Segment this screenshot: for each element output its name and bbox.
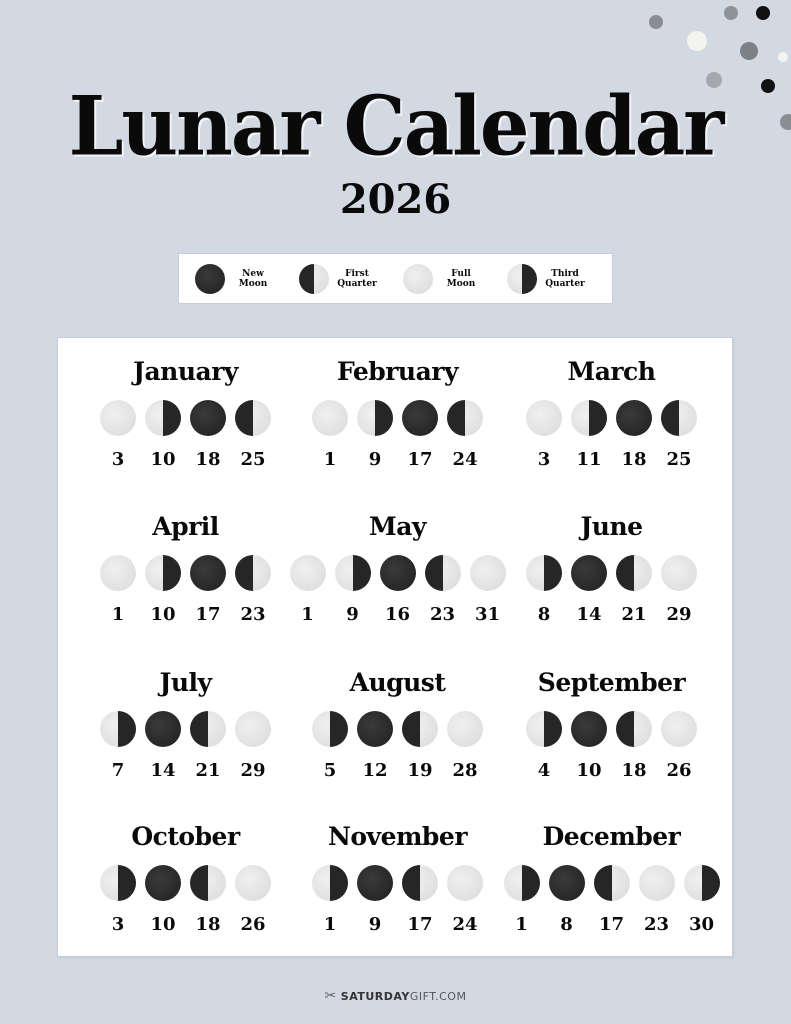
first-quarter-moon-icon <box>299 264 329 294</box>
phase-day: 24 <box>452 449 478 470</box>
phase-entry <box>526 711 562 781</box>
phase-day: 3 <box>111 914 125 935</box>
new-moon-icon <box>145 711 181 747</box>
month-december <box>499 822 724 935</box>
phase-entry <box>526 555 562 625</box>
scissors-ribbon-icon: ✂ <box>324 988 337 1004</box>
phase-day: 14 <box>576 604 602 625</box>
phase-row <box>499 711 724 781</box>
new-moon-icon <box>195 264 225 294</box>
phase-day: 17 <box>407 914 433 935</box>
month-august <box>285 668 510 781</box>
legend-item-third-quarter <box>507 264 611 294</box>
phase-day: 7 <box>111 760 125 781</box>
full-moon-icon <box>447 865 483 901</box>
phase-entry <box>235 865 271 935</box>
third-quarter-moon-icon <box>145 400 181 436</box>
month-name: July <box>159 668 212 697</box>
full-moon-icon <box>290 555 326 591</box>
first-quarter-moon-icon <box>402 865 438 901</box>
new-moon-icon <box>571 711 607 747</box>
third-quarter-moon-icon <box>526 555 562 591</box>
third-quarter-moon-icon <box>684 865 720 901</box>
new-moon-icon <box>357 711 393 747</box>
phase-entry <box>100 711 136 781</box>
full-moon-icon <box>100 555 136 591</box>
phase-row <box>73 865 298 935</box>
month-name: March <box>567 357 656 386</box>
phase-day: 26 <box>240 914 266 935</box>
phase-entry <box>402 711 438 781</box>
decor-dot <box>756 6 770 20</box>
brand-name-bold: SATURDAY <box>340 989 410 1003</box>
phase-entry <box>526 400 562 470</box>
legend-label: Third Quarter <box>545 268 585 289</box>
full-moon-icon <box>235 865 271 901</box>
month-name: September <box>537 668 686 697</box>
first-quarter-moon-icon <box>447 400 483 436</box>
phase-entry <box>190 555 226 625</box>
phase-day: 9 <box>368 914 382 935</box>
first-quarter-moon-icon <box>661 400 697 436</box>
phase-day: 3 <box>537 449 551 470</box>
third-quarter-moon-icon <box>312 711 348 747</box>
phase-row <box>73 400 298 470</box>
phase-entry <box>380 555 416 625</box>
month-name: January <box>133 357 238 386</box>
phase-entry <box>571 400 607 470</box>
month-name: December <box>542 822 681 851</box>
full-moon-icon <box>403 264 433 294</box>
phase-day: 1 <box>301 604 314 625</box>
phase-day: 18 <box>195 914 221 935</box>
phase-entry <box>357 865 393 935</box>
phase-row <box>499 400 724 470</box>
phase-entry <box>357 711 393 781</box>
new-moon-icon <box>357 865 393 901</box>
month-november <box>285 822 510 935</box>
phase-day: 12 <box>362 760 388 781</box>
phase-entry <box>571 555 607 625</box>
phase-day: 16 <box>384 604 411 625</box>
legend-item-full-moon <box>403 264 507 294</box>
phase-entry <box>145 865 181 935</box>
phase-entry <box>661 711 697 781</box>
phase-entry <box>549 865 585 935</box>
phase-day: 1 <box>323 449 337 470</box>
phase-day: 28 <box>452 760 478 781</box>
phase-entry <box>616 400 652 470</box>
new-moon-icon <box>402 400 438 436</box>
phase-day: 8 <box>537 604 551 625</box>
phase-day: 5 <box>323 760 337 781</box>
phase-entry <box>447 711 483 781</box>
phase-day: 10 <box>576 760 602 781</box>
phase-entry <box>145 400 181 470</box>
month-name: June <box>580 512 643 541</box>
new-moon-icon <box>380 555 416 591</box>
phase-entry <box>190 711 226 781</box>
full-moon-icon <box>639 865 675 901</box>
phase-row <box>499 865 724 935</box>
phase-day: 25 <box>666 449 692 470</box>
phase-entry <box>571 711 607 781</box>
phase-row <box>73 711 298 781</box>
phase-day: 1 <box>323 914 337 935</box>
phase-entry <box>616 555 652 625</box>
new-moon-icon <box>549 865 585 901</box>
first-quarter-moon-icon <box>235 400 271 436</box>
year-subtitle: 2026 <box>339 176 452 223</box>
phase-day: 17 <box>598 914 625 935</box>
page-title: Lunar Calendar <box>68 78 723 175</box>
month-february <box>285 357 510 470</box>
first-quarter-moon-icon <box>235 555 271 591</box>
legend-item-first-quarter <box>299 264 403 294</box>
phase-entry <box>402 865 438 935</box>
first-quarter-moon-icon <box>402 711 438 747</box>
phase-day: 10 <box>150 914 176 935</box>
month-september <box>499 668 724 781</box>
third-quarter-moon-icon <box>335 555 371 591</box>
full-moon-icon <box>235 711 271 747</box>
decor-dot <box>724 6 738 20</box>
phase-entry <box>594 865 630 935</box>
phase-entry <box>447 400 483 470</box>
phase-entry <box>235 711 271 781</box>
phase-day: 21 <box>621 604 647 625</box>
month-january <box>73 357 298 470</box>
new-moon-icon <box>571 555 607 591</box>
third-quarter-moon-icon <box>507 264 537 294</box>
first-quarter-moon-icon <box>616 711 652 747</box>
third-quarter-moon-icon <box>312 865 348 901</box>
phase-entry <box>145 555 181 625</box>
phase-day: 8 <box>560 914 573 935</box>
phase-day: 14 <box>150 760 176 781</box>
phase-day: 9 <box>346 604 359 625</box>
phase-entry <box>312 400 348 470</box>
phase-entry <box>100 400 136 470</box>
phase-day: 26 <box>666 760 692 781</box>
brand-name-light: GIFT.COM <box>409 989 467 1003</box>
month-may <box>285 512 510 625</box>
third-quarter-moon-icon <box>145 555 181 591</box>
phase-day: 19 <box>407 760 433 781</box>
decor-dot <box>740 42 758 60</box>
phase-day: 25 <box>240 449 266 470</box>
phase-row <box>285 711 510 781</box>
phase-row <box>499 555 724 625</box>
first-quarter-moon-icon <box>616 555 652 591</box>
month-june <box>499 512 724 625</box>
new-moon-icon <box>190 555 226 591</box>
phase-entry <box>290 555 326 625</box>
month-name: May <box>369 512 426 541</box>
phase-day: 30 <box>688 914 715 935</box>
month-october <box>73 822 298 935</box>
decor-dot <box>778 52 788 62</box>
phase-day: 18 <box>621 760 647 781</box>
phase-day: 10 <box>150 449 176 470</box>
phase-entry <box>312 865 348 935</box>
month-july <box>73 668 298 781</box>
full-moon-icon <box>661 555 697 591</box>
month-name: August <box>349 668 446 697</box>
third-quarter-moon-icon <box>571 400 607 436</box>
full-moon-icon <box>100 400 136 436</box>
phase-entry <box>190 865 226 935</box>
phase-entry <box>335 555 371 625</box>
third-quarter-moon-icon <box>504 865 540 901</box>
new-moon-icon <box>145 865 181 901</box>
decor-dot <box>649 15 663 29</box>
decor-dot <box>687 31 707 51</box>
phase-day: 17 <box>195 604 221 625</box>
month-march <box>499 357 724 470</box>
month-name: April <box>152 512 219 541</box>
month-april <box>73 512 298 625</box>
first-quarter-moon-icon <box>190 865 226 901</box>
phase-day: 10 <box>150 604 176 625</box>
legend-item-new-moon <box>195 264 299 294</box>
phase-day: 24 <box>452 914 478 935</box>
phase-entry <box>661 555 697 625</box>
footer-brand <box>0 988 791 1004</box>
phase-entry <box>235 555 271 625</box>
phase-day: 29 <box>666 604 692 625</box>
legend-label: Full Moon <box>446 268 476 289</box>
month-name: November <box>328 822 467 851</box>
phase-entry <box>235 400 271 470</box>
phase-day: 3 <box>111 449 125 470</box>
third-quarter-moon-icon <box>100 865 136 901</box>
full-moon-icon <box>447 711 483 747</box>
phase-entry <box>504 865 540 935</box>
phase-entry <box>447 865 483 935</box>
legend-label: First Quarter <box>337 268 377 289</box>
phase-entry <box>312 711 348 781</box>
phase-row <box>73 555 298 625</box>
third-quarter-moon-icon <box>100 711 136 747</box>
phase-day: 9 <box>368 449 382 470</box>
phase-entry <box>616 711 652 781</box>
month-name: October <box>131 822 240 851</box>
third-quarter-moon-icon <box>526 711 562 747</box>
phase-day: 23 <box>429 604 456 625</box>
phase-day: 21 <box>195 760 221 781</box>
phase-row <box>285 555 510 625</box>
phase-entry <box>684 865 720 935</box>
phase-entry <box>100 555 136 625</box>
phase-entry <box>190 400 226 470</box>
phase-day: 23 <box>240 604 266 625</box>
phase-day: 4 <box>537 760 551 781</box>
phase-entry <box>639 865 675 935</box>
phase-day: 17 <box>407 449 433 470</box>
full-moon-icon <box>661 711 697 747</box>
calendar-card <box>57 337 733 957</box>
phase-entry <box>357 400 393 470</box>
phase-row <box>285 400 510 470</box>
phase-day: 1 <box>111 604 125 625</box>
new-moon-icon <box>190 400 226 436</box>
phase-day: 1 <box>515 914 528 935</box>
phase-day: 18 <box>195 449 221 470</box>
first-quarter-moon-icon <box>190 711 226 747</box>
phase-day: 23 <box>643 914 670 935</box>
first-quarter-moon-icon <box>594 865 630 901</box>
phase-day: 31 <box>474 604 501 625</box>
phase-entry <box>145 711 181 781</box>
phase-row <box>285 865 510 935</box>
phase-entry <box>100 865 136 935</box>
full-moon-icon <box>526 400 562 436</box>
new-moon-icon <box>616 400 652 436</box>
third-quarter-moon-icon <box>357 400 393 436</box>
phase-day: 11 <box>576 449 602 470</box>
month-name: February <box>336 357 458 386</box>
phase-entry <box>402 400 438 470</box>
phase-legend <box>178 253 613 304</box>
phase-day: 18 <box>621 449 647 470</box>
phase-entry <box>425 555 461 625</box>
first-quarter-moon-icon <box>425 555 461 591</box>
phase-entry <box>661 400 697 470</box>
full-moon-icon <box>312 400 348 436</box>
phase-day: 29 <box>240 760 266 781</box>
legend-label: New Moon <box>238 268 268 289</box>
